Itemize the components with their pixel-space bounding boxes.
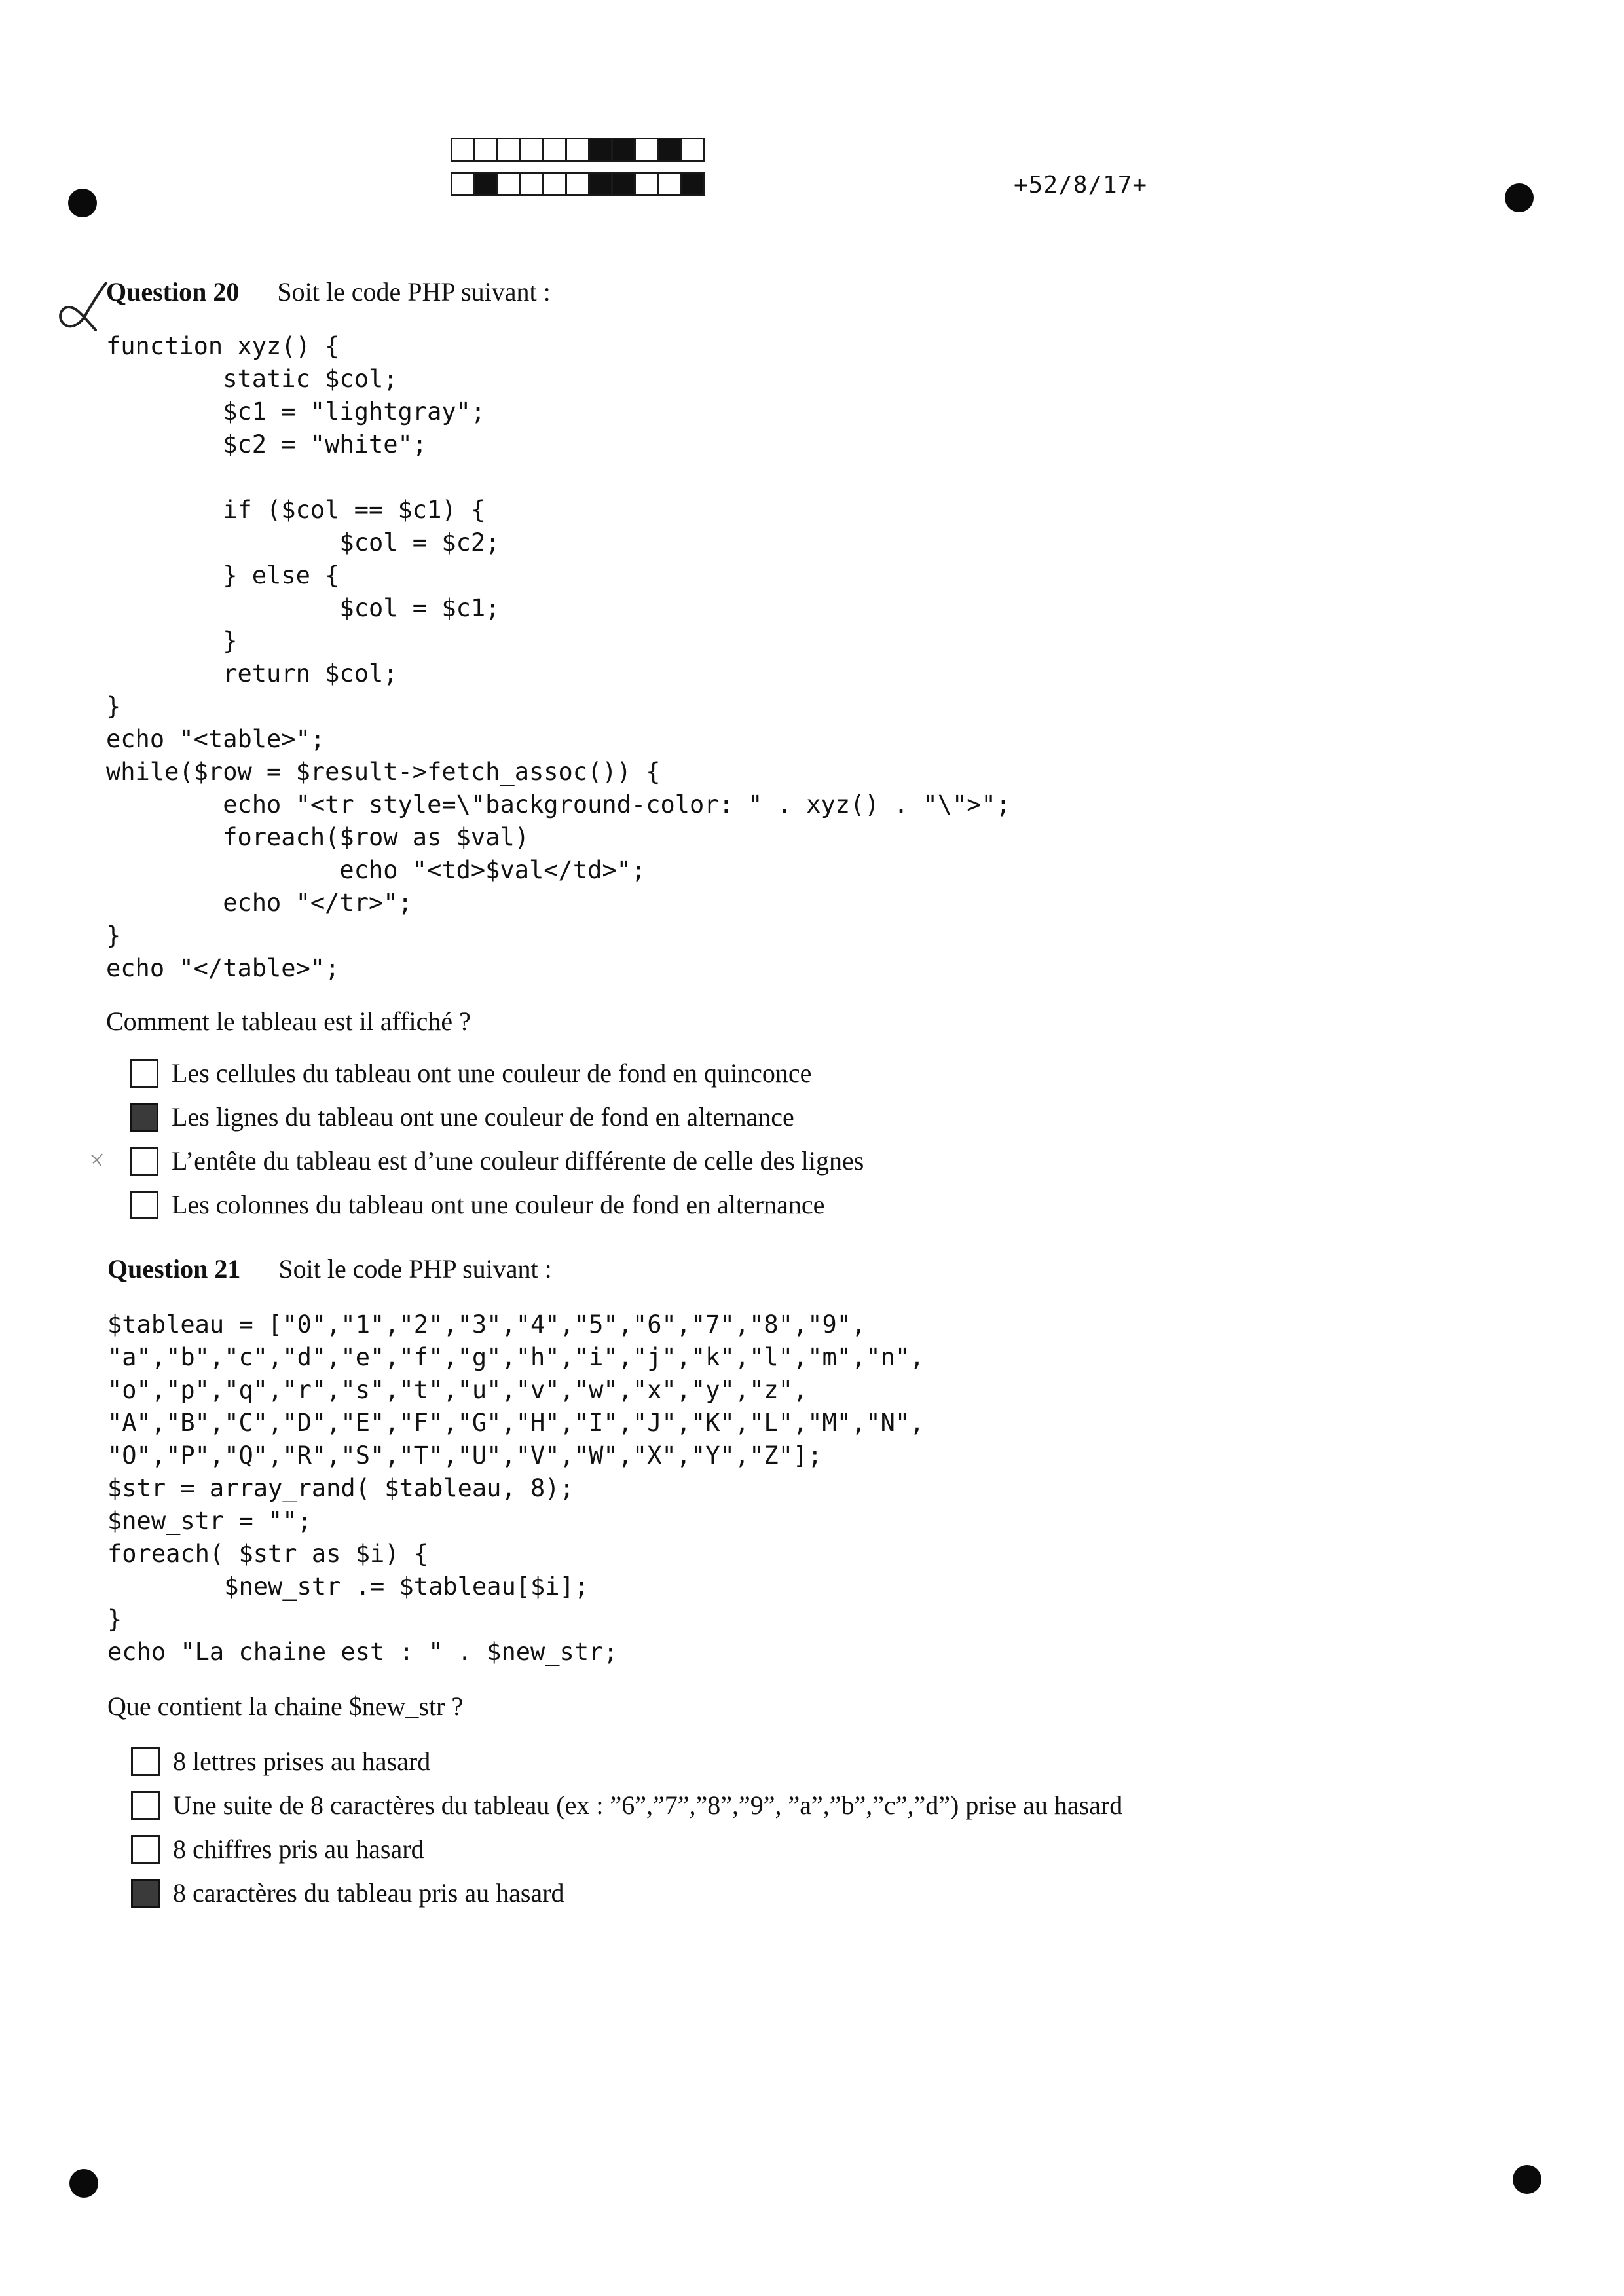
- barcode-cell-empty: [657, 172, 682, 196]
- barcode-cell-empty: [565, 138, 590, 162]
- option-label: L’entête du tableau est d’une couleur différente de celle des lignes: [172, 1146, 864, 1176]
- question-21-number: Question 21: [107, 1254, 241, 1284]
- barcode-cell-empty: [496, 138, 521, 162]
- q21-option-2[interactable]: [131, 1790, 1122, 1821]
- q21-option-4[interactable]: [131, 1878, 564, 1908]
- checkbox[interactable]: [130, 1147, 158, 1176]
- question-20-intro: Soit le code PHP suivant :: [277, 277, 551, 306]
- barcode-cell-empty: [519, 172, 544, 196]
- option-label: Une suite de 8 caractères du tableau (ex : ”6”,”7”,”8”,”9”, ”a”,”b”,”c”,”d”) prise au hasard: [173, 1790, 1123, 1820]
- barcode-cell-filled: [611, 172, 636, 196]
- handwritten-small-mark: [89, 1150, 109, 1170]
- option-label: Les cellules du tableau ont une couleur de fond en quinconce: [172, 1058, 812, 1088]
- question-21-prompt: Que contient la chaine $new_str ?: [107, 1692, 464, 1721]
- corner-mark-bottom-right: [1513, 2165, 1541, 2194]
- option-label: 8 chiffres pris au hasard: [173, 1834, 424, 1864]
- barcode-cell-filled: [680, 172, 705, 196]
- barcode-cell-filled: [473, 172, 498, 196]
- corner-mark-top-left: [68, 189, 97, 217]
- option-label: 8 lettres prises au hasard: [173, 1747, 431, 1776]
- question-20-prompt: Comment le tableau est il affiché ?: [106, 1007, 471, 1036]
- checkbox[interactable]: [130, 1059, 158, 1088]
- barcode-cell-empty: [473, 138, 498, 162]
- barcode-cell-filled: [611, 138, 636, 162]
- corner-mark-bottom-left: [69, 2169, 98, 2198]
- barcode-cell-empty: [451, 172, 475, 196]
- corner-mark-top-right: [1505, 183, 1534, 212]
- barcode-cell-empty: [680, 138, 705, 162]
- q20-option-4[interactable]: [130, 1189, 824, 1220]
- q21-option-3[interactable]: [131, 1834, 424, 1864]
- option-label: 8 caractères du tableau pris au hasard: [173, 1878, 564, 1908]
- barcode-cell-filled: [588, 138, 613, 162]
- sheet-barcode-row-1: [451, 138, 703, 162]
- q20-option-2[interactable]: [130, 1102, 794, 1132]
- q20-option-1[interactable]: [130, 1058, 811, 1088]
- barcode-cell-empty: [634, 138, 659, 162]
- question-20-number: Question 20: [106, 277, 240, 306]
- barcode-cell-empty: [565, 172, 590, 196]
- question-20-code: function xyz() { static $col; $c1 = "lightgray"; $c2 = "white"; if ($col == $c1) { $col = $c2; } else { $col = $c1; } return $col; } echo "<table>"; while($row = $result->fetch_assoc()) { echo "<tr style=\"background-color: " . xyz() . "\">"; foreach($row as $val) echo "<td>$val</td>"; echo "</tr>"; } echo "</table>";: [106, 332, 1011, 982]
- question-21-code: $tableau = ["0","1","2","3","4","5","6","7","8","9", "a","b","c","d","e","f","g","h","i","j","k","l","m","n", "o","p","q","r","s","t","u","v","w","x","y","z", "A","B","C","D","E","F","G","H","I","J","K","L","M","N", "O","P","Q","R","S","T","U","V","W","X","Y","Z"]; $str = array_rand( $tableau, 8); $new_str = ""; foreach( $str as $i) { $new_str .= $tableau[$i]; } echo "La chaine est : " . $new_str;: [107, 1310, 925, 1666]
- sheet-barcode-row-2: [451, 172, 703, 196]
- barcode-cell-empty: [519, 138, 544, 162]
- barcode-cell-filled: [588, 172, 613, 196]
- checkbox[interactable]: [131, 1747, 160, 1776]
- barcode-cell-empty: [451, 138, 475, 162]
- option-label: Les colonnes du tableau ont une couleur de fond en alternance: [172, 1190, 825, 1219]
- question-21-intro: Soit le code PHP suivant :: [278, 1254, 552, 1284]
- barcode-cell-empty: [496, 172, 521, 196]
- question-21-header: [107, 1253, 552, 1284]
- checkbox[interactable]: [131, 1791, 160, 1820]
- checkbox[interactable]: [131, 1835, 160, 1864]
- question-20-header: [106, 276, 551, 307]
- q21-option-1[interactable]: [131, 1746, 430, 1777]
- barcode-cell-filled: [657, 138, 682, 162]
- q20-option-3[interactable]: [130, 1145, 864, 1176]
- checkbox[interactable]: [130, 1191, 158, 1219]
- option-label: Les lignes du tableau ont une couleur de fond en alternance: [172, 1102, 794, 1132]
- barcode-cell-empty: [634, 172, 659, 196]
- barcode-cell-empty: [542, 172, 567, 196]
- barcode-cell-empty: [542, 138, 567, 162]
- handwritten-alpha-mark: [52, 280, 111, 333]
- sheet-identifier: +52/8/17+: [1014, 172, 1148, 198]
- checkbox[interactable]: [130, 1103, 158, 1132]
- checkbox[interactable]: [131, 1879, 160, 1908]
